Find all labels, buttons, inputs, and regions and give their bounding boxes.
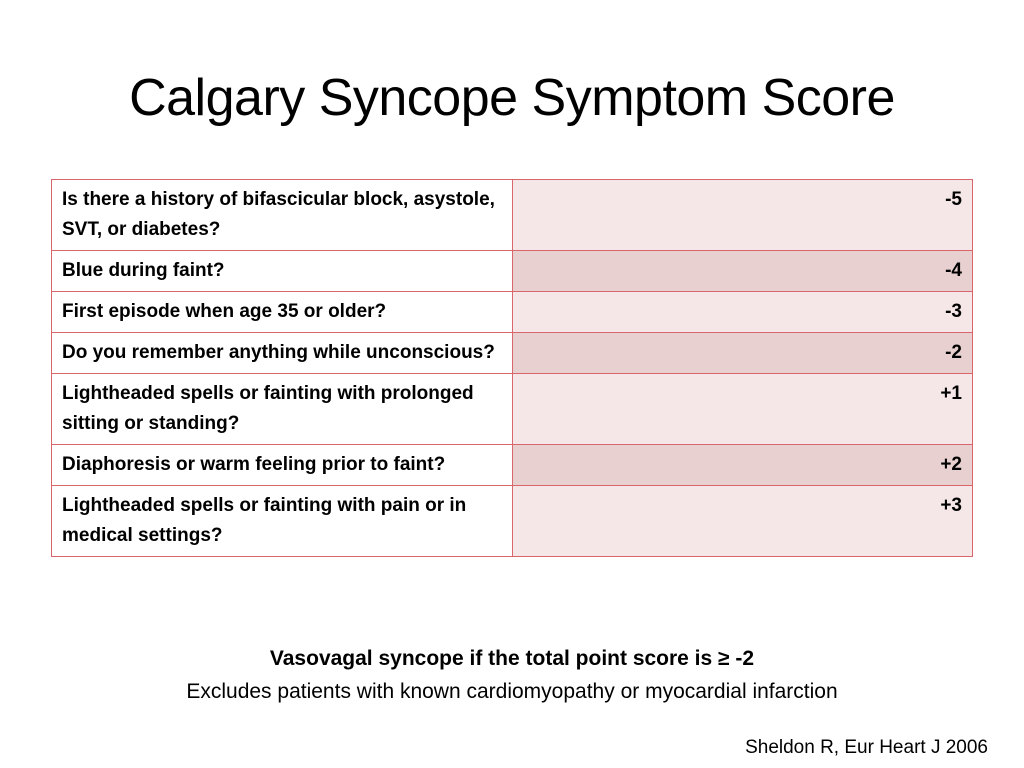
question-cell: Do you remember anything while unconscious?: [52, 333, 513, 374]
question-cell: First episode when age 35 or older?: [52, 292, 513, 333]
table-row: [52, 445, 973, 486]
question-cell: Blue during faint?: [52, 251, 513, 292]
points-cell: +2: [513, 445, 973, 486]
points-cell: -4: [513, 251, 973, 292]
exclusion-note: Excludes patients with known cardiomyopathy or myocardial infarction: [186, 680, 838, 703]
question-cell: Lightheaded spells or fainting with prolonged sitting or standing?: [52, 374, 513, 445]
table-row: [52, 251, 973, 292]
question-cell: Is there a history of bifascicular block, asystole, SVT, or diabetes?: [52, 180, 513, 251]
footnote: [112, 642, 912, 708]
score-table: [51, 179, 973, 557]
table-row: [52, 333, 973, 374]
points-cell: +3: [513, 486, 973, 557]
points-cell: -5: [513, 180, 973, 251]
table-row: [52, 374, 973, 445]
question-cell: Diaphoresis or warm feeling prior to faint?: [52, 445, 513, 486]
table-row: [52, 486, 973, 557]
citation: Sheldon R, Eur Heart J 2006: [745, 737, 988, 758]
scoring-rule: Vasovagal syncope if the total point score is ≥ -2: [269, 647, 755, 670]
points-cell: +1: [513, 374, 973, 445]
points-cell: -3: [513, 292, 973, 333]
question-cell: Lightheaded spells or fainting with pain or in medical settings?: [52, 486, 513, 557]
points-cell: -2: [513, 333, 973, 374]
slide-title: Calgary Syncope Symptom Score: [129, 69, 895, 127]
table-row: [52, 292, 973, 333]
table-row: [52, 180, 973, 251]
